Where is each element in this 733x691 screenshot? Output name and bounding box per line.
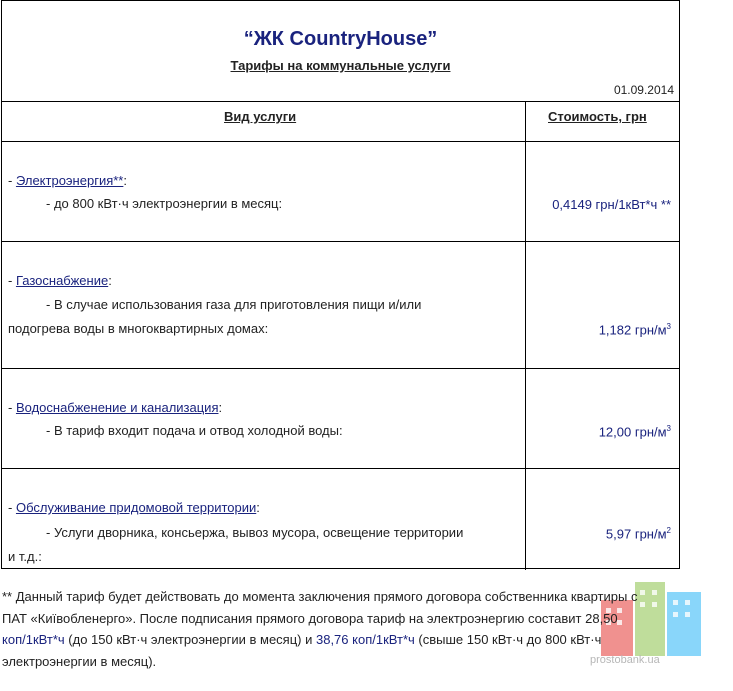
footnote-rate-high: 38,76 коп/1кВт*ч (315, 632, 415, 647)
service-prefix: - (8, 500, 16, 515)
row-divider (2, 468, 679, 469)
footnote-line: электроэнергии в месяц). (2, 653, 157, 669)
footnote-line: ** Данный тариф будет действовать до момента заключения прямого договора собственника квартиры с (2, 589, 638, 604)
page-subtitle: Тарифы на коммунальные услуги (230, 58, 451, 73)
service-prefix: - (8, 400, 16, 415)
price-cell (599, 322, 671, 337)
footnote-line: ПАТ «Київобленерго». После подписания прямого договора тариф на электроэнергию составит 28,50 (2, 610, 618, 626)
price-value: 12,00 грн/м (598, 424, 667, 440)
column-divider (525, 102, 526, 570)
price-cell (599, 424, 671, 439)
service-link-electricity[interactable]: Электроэнергия** (15, 173, 124, 188)
column-header-price: Стоимость, грн (548, 109, 647, 124)
footnote-text: (свыше 150 кВт·ч до 800 кВт·ч (414, 632, 602, 647)
service-description: - В случае использования газа для приготовления пищи и/или (46, 297, 422, 312)
price-unit-exponent: 2 (666, 526, 671, 535)
service-link-maintenance[interactable]: Обслуживание придомовой территории (15, 500, 257, 515)
service-link-gas[interactable]: Газоснабжение (15, 273, 109, 288)
service-title (8, 400, 222, 415)
service-title (8, 273, 112, 288)
service-title (8, 173, 127, 188)
date-label: 01.09.2014 (613, 83, 674, 97)
service-prefix: - (8, 273, 16, 288)
service-link-water[interactable]: Водоснабженение и канализация (15, 400, 219, 415)
service-suffix: : (256, 500, 260, 515)
price-value: 1,182 грн/м (598, 322, 667, 338)
service-title (8, 500, 260, 515)
price-value: 5,97 грн/м (605, 526, 667, 542)
footnote-rate-low: коп/1кВт*ч (2, 632, 65, 647)
price-unit-exponent: 3 (666, 424, 671, 433)
price-value: 0,4149 грн/1кВт*ч ** (552, 197, 671, 212)
tariff-table (1, 0, 680, 569)
column-header-service: Вид услуги (224, 109, 297, 124)
price-cell (606, 526, 671, 541)
service-prefix: - (8, 173, 16, 188)
footnote-line (2, 629, 724, 651)
service-suffix: : (123, 173, 127, 188)
service-description: - до 800 кВт·ч электроэнергии в месяц: (46, 196, 283, 211)
service-suffix: : (218, 400, 223, 415)
watermark-text: prostobank.ua (590, 654, 660, 666)
row-divider (2, 368, 679, 369)
table-header (2, 1, 679, 102)
service-description: - Услуги дворника, консьержа, вывоз мусора, освещение территории (46, 525, 464, 540)
service-description: подогрева воды в многоквартирных домах: (8, 321, 269, 336)
service-suffix: : (108, 273, 112, 288)
row-divider (2, 141, 679, 142)
page-title: “ЖК CountryHouse” (243, 28, 438, 50)
footnote-text: (до 150 кВт·ч электроэнергии в месяц) и (64, 632, 316, 647)
price-unit-exponent: 3 (666, 322, 671, 331)
service-description: и т.д.: (8, 549, 42, 564)
row-divider (2, 241, 679, 242)
service-description: - В тариф входит подача и отвод холодной воды: (46, 423, 343, 438)
price-cell (552, 197, 671, 212)
